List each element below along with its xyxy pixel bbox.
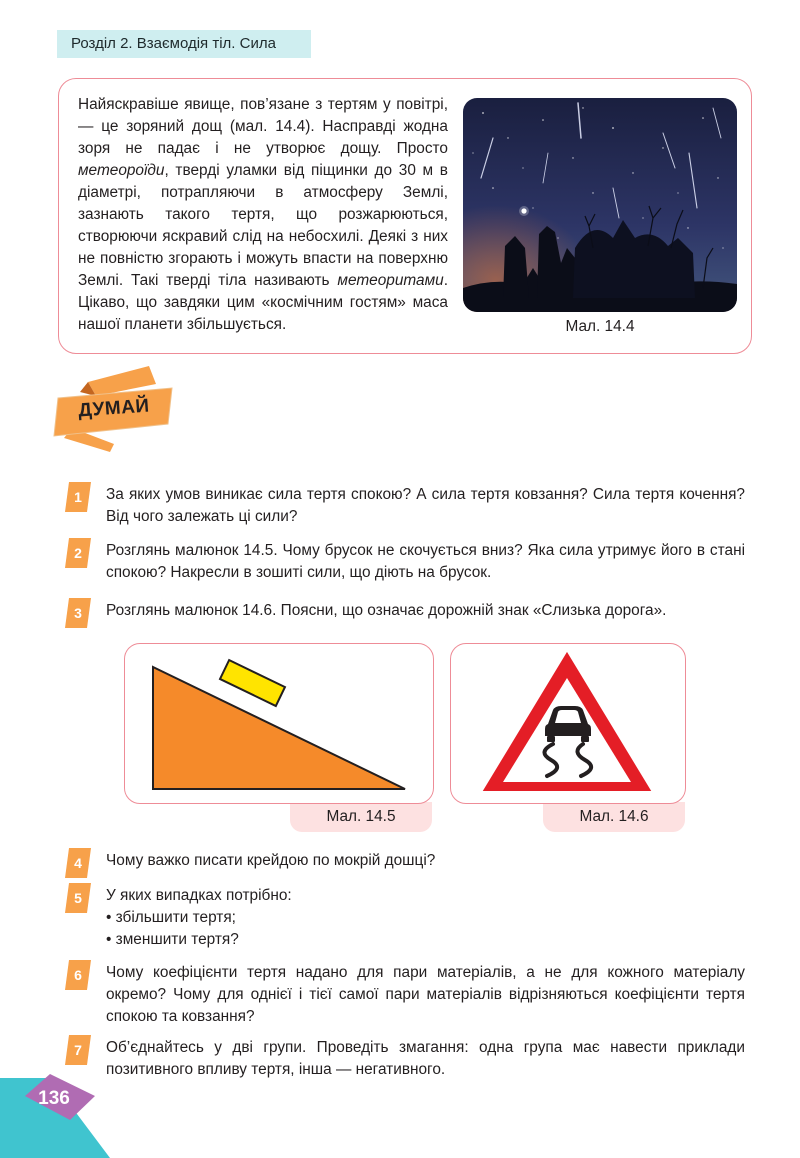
question-7: 7 Об’єднайтесь у дві групи. Проведіть змагання: одна група має навести приклади позитивного впливу тертя, інша — негативного. [65,1037,745,1081]
page-number: 136 [38,1088,70,1109]
question-5-number: 5 [65,883,95,913]
slippery-road-sign [451,644,685,802]
question-3-number: 3 [65,598,95,628]
term-meteoroids: метеороїди [78,162,165,179]
question-4-number: 4 [65,848,95,878]
figure-14-6-caption: Мал. 14.6 [543,802,685,832]
figure-14-5-card [124,643,434,804]
figure-14-4-caption: Мал. 14.4 [565,318,635,335]
meteor-shower-photo [463,98,737,312]
think-label-text: ДУМАЙ [77,395,151,422]
question-5: 5 У яких випадках потрібно: • збільшити тертя; • зменшити тертя? [65,885,745,951]
question-5-item-2: • зменшити тертя? [106,931,239,948]
question-2-number: 2 [65,538,95,568]
inclined-plane-diagram [125,644,433,802]
question-4: 4 Чому важко писати крейдою по мокрій дошці? [65,850,745,872]
question-7-number: 7 [65,1035,95,1065]
question-1-number: 1 [65,482,95,512]
figure-14-6-card [450,643,686,804]
think-label [44,362,184,454]
question-5-item-1: • збільшити тертя; [106,909,236,926]
info-box-text: Найяскравіше явище, пов’язане з тертям у повітрі, — це зоряний дощ (мал. 14.4). Насправді жодна зоря не падає і не утворює дощу. Просто метеороїди, тверді уламки від піщинки до 30 м в діаметрі, потрапляючи в атмосферу Землі, зазнають такого тертя, що розжарюються, створюючи яскравий слід на небосхилі. Деякі з них не повністю згорають і можуть впасти на поверхню Землі. Такі тверді тіла називають метеоритами. Цікаво, що завдяки цим «космічним гостям» маса нашої планети збільшується. [78,96,448,333]
question-6: 6 Чому коефіцієнти тертя надано для пари матеріалів, а не для кожного матеріалу окремо? Чому для однієї і тієї самої пари матеріалів відрізняються коефіцієнти тертя спокою та ковзання? [65,962,745,1028]
question-2: 2 Розглянь малюнок 14.5. Чому брусок не скочується вниз? Яка сила утримує його в стані спокою? Накресли в зошиті сили, що діють на брусок. [65,540,745,584]
section-header: Розділ 2. Взаємодія тіл. Сила [57,30,311,58]
question-6-number: 6 [65,960,95,990]
figure-14-5-caption: Мал. 14.5 [290,802,432,832]
question-3: 3 Розглянь малюнок 14.6. Поясни, що означає дорожній знак «Слизька дорога». [65,600,745,622]
term-meteorites: метеоритами [337,272,444,289]
question-1: 1 За яких умов виникає сила тертя спокою? А сила тертя ковзання? Сила тертя кочення? Від чого залежать ці сили? [65,484,745,528]
